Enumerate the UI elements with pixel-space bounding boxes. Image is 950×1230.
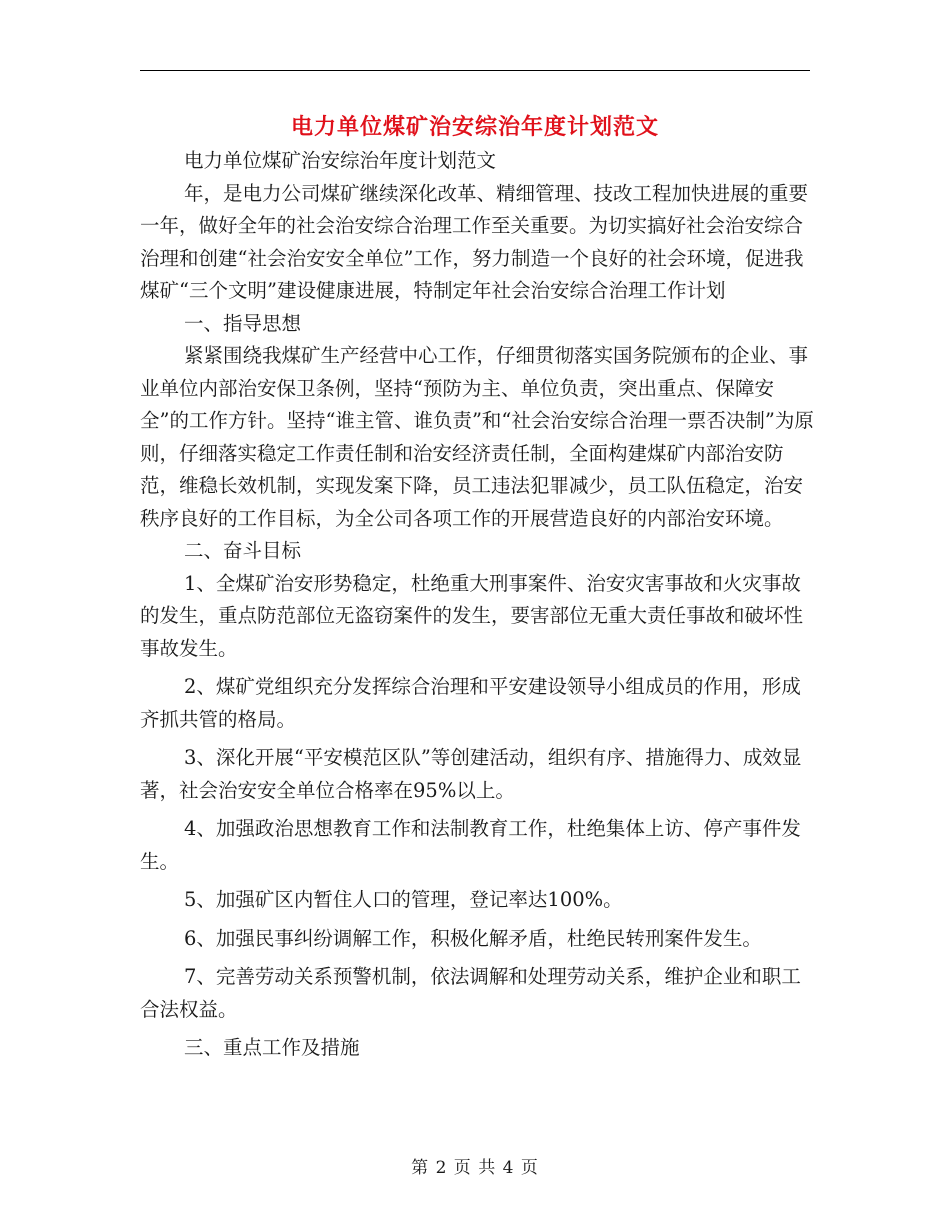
subtitle-paragraph: 电力单位煤矿治安综治年度计划范文 bbox=[184, 149, 497, 172]
page-number-footer: 第 2 页 共 4 页 bbox=[411, 1158, 539, 1178]
goal-item: 5、加强矿区内暂住人口的管理，登记率达100%。 bbox=[184, 888, 623, 911]
document-body bbox=[140, 145, 815, 1065]
guiding-thought-paragraph: 紧紧围绕我煤矿生产经营中心工作，仔细贯彻落实国务院颁布的企业、事业单位内部治安保卫条例，坚持“预防为主、单位负责，突出重点、保障安全”的工作方针。坚持“谁主管、谁负责”和“社会治安综合治理一票否决制”为原则，仔细落实稳定工作责任制和治安经济责任制，全面构建煤矿内部治安防范，维稳长效机制，实现发案下降，员工违法犯罪减少，员工队伍稳定，治安秩序良好的工作目标，为全公司各项工作的开展营造良好的内部治安环境。 bbox=[140, 344, 814, 530]
goal-item: 7、完善劳动关系预警机制，依法调解和处理劳动关系，维护企业和职工合法权益。 bbox=[140, 965, 801, 1021]
goal-item: 2、煤矿党组织充分发挥综合治理和平安建设领导小组成员的作用，形成齐抓共管的格局。 bbox=[140, 675, 801, 731]
goal-item: 6、加强民事纠纷调解工作，积极化解矛盾，杜绝民转刑案件发生。 bbox=[184, 926, 762, 950]
goal-item: 1、全煤矿治安形势稳定，杜绝重大刑事案件、治安灾害事故和火灾事故的发生，重点防范部位无盗窃案件的发生，要害部位无重大责任事故和破坏性事故发生。 bbox=[140, 571, 804, 660]
header-rule bbox=[140, 70, 810, 71]
section-heading-key-work: 三、重点工作及措施 bbox=[184, 1036, 360, 1059]
intro-paragraph: 年，是电力公司煤矿继续深化改革、精细管理、技改工程加快进展的重要一年，做好全年的社会治安综合治理工作至关重要。为切实搞好社会治安综合治理和创建“社会治安安全单位”工作，努力制造一个良好的社会环境，促进我煤矿“三个文明”建设健康进展，特制定年社会治安综合治理工作计划 bbox=[140, 181, 809, 302]
goal-item: 3、深化开展“平安模范区队”等创建活动，组织有序、措施得力、成效显著，社会治安安全单位合格率在95%以上。 bbox=[140, 746, 802, 802]
section-heading-guiding-thought: 一、指导思想 bbox=[184, 311, 302, 335]
document-title: 电力单位煤矿治安综治年度计划范文 bbox=[290, 115, 659, 140]
goal-item: 4、加强政治思想教育工作和法制教育工作，杜绝集体上访、停产事件发生。 bbox=[140, 817, 801, 873]
section-heading-goals: 二、奋斗目标 bbox=[184, 539, 302, 562]
